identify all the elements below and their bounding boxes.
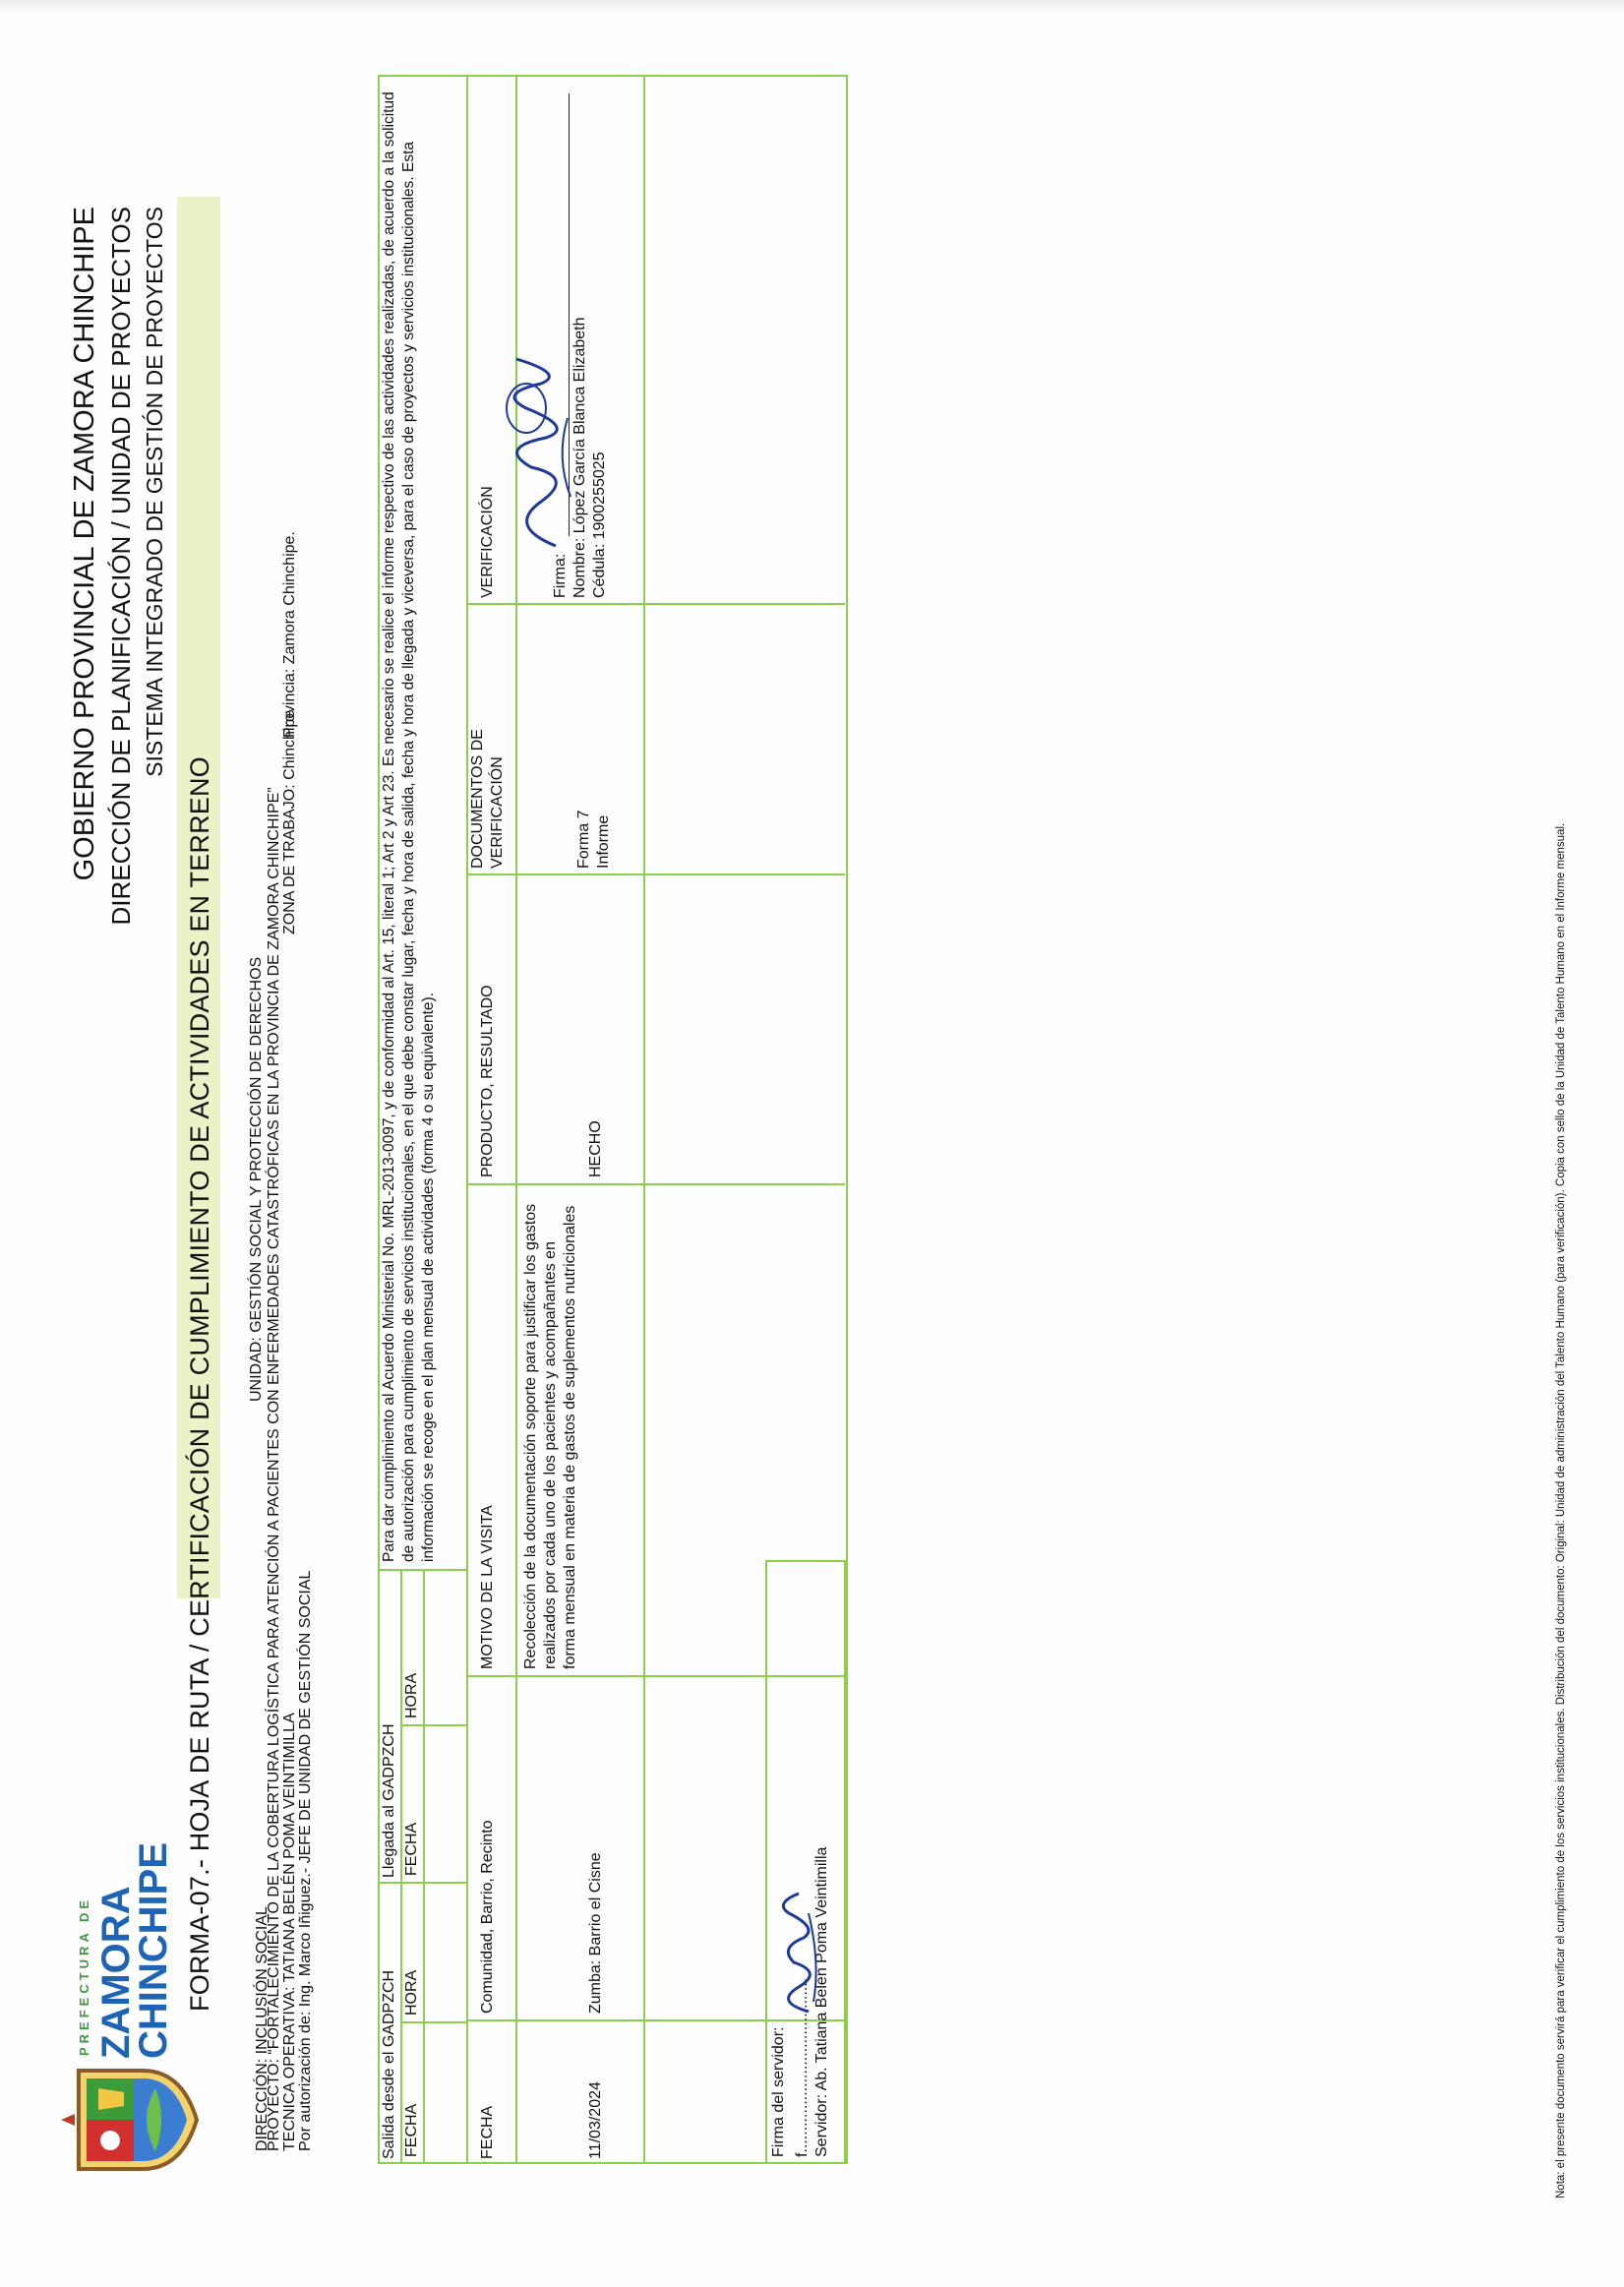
verif-firma-label: Firma: bbox=[552, 553, 569, 598]
table-rule-legal bbox=[378, 1569, 466, 1571]
autorizacion: Por autorización de: Ing. Marco Iñiguez.- JEFE DE UNIDAD DE GESTIÓN SOCIAL bbox=[297, 1570, 314, 2151]
footer-note: Nota: el presente documento servirá para verificar el cumplimiento de los servicios institucionales. Distribución del documento: Original: Unidad de administración del Talento Humano (para verificación). Copia con sello de la Unidad de Talento Humano en el Informe mensual. bbox=[1555, 822, 1567, 2198]
col-rule-3 bbox=[466, 1183, 845, 1185]
form-title: FORMA-07.- HOJA DE RUTA / CERTIFICACIÓN DE CUMPLIMIENTO DE ACTIVIDADES EN TERRENO bbox=[185, 756, 214, 2012]
logo-chinchipe: CHINCHIPE bbox=[132, 1841, 175, 2059]
firma-servidor: Firma del servidor: bbox=[770, 2026, 787, 2157]
llegada-label: Llegada al GADPZCH bbox=[381, 1723, 397, 1878]
zona: ZONA DE TRABAJO: Chinchipe bbox=[281, 709, 298, 934]
direccion: DIRECCIÓN: INCLUSIÓN SOCIAL bbox=[254, 1906, 271, 2151]
salida-hora: HORA bbox=[403, 1969, 420, 2016]
row-comunidad: Zumba: Barrio el Cisne bbox=[587, 1852, 604, 2014]
table-rule-row bbox=[643, 77, 645, 2164]
llegada-fecha: FECHA bbox=[403, 1822, 420, 1876]
col-documentos: DOCUMENTOS DE VERIFICACIÓN bbox=[469, 729, 506, 869]
salida-fecha: FECHA bbox=[403, 2103, 420, 2157]
provincia: Provincia: Zamora Chinchipe. bbox=[281, 531, 298, 738]
table-rule-h2 bbox=[400, 1724, 466, 1726]
col-rule-5 bbox=[466, 603, 845, 605]
f-line: f........................................ bbox=[794, 1977, 811, 2157]
verif-nombre: Nombre: López García Blanca Elizabeth bbox=[571, 317, 588, 598]
logo-prefix: PREFECTURA DE bbox=[77, 1896, 91, 2056]
row-motivo: Recolección de la documentación soporte para justificar los gastos realizados por cada uno de los pacientes y acompañantes en forma mensual en materia de gastos de suplementos nutricionales bbox=[522, 1203, 578, 1669]
table-rule-sub2 bbox=[423, 1571, 425, 2164]
row-doc-informe: Informe bbox=[595, 814, 612, 869]
tecnica: TECNICA OPERATIVA: TATIANA BELÉN POMA VEINTIMILLA bbox=[281, 1713, 298, 2151]
verifier-signature-icon bbox=[487, 349, 585, 556]
prefecture-coat-of-arms-icon bbox=[59, 2061, 202, 2179]
col-producto: PRODUCTO, RESULTADO bbox=[479, 985, 496, 1177]
unidad: UNIDAD: GESTIÓN SOCIAL Y PROTECCIÓN DE DERECHOS bbox=[248, 956, 265, 1402]
llegada-hora: HORA bbox=[403, 1672, 420, 1718]
table-rule-mid bbox=[378, 1882, 466, 1884]
legal-text: Para dar cumplimiento al Acuerdo Ministerial No. MRL-2013-0097, y de conformidad al Art. 15, literal 1; Art 2 y Art 23. Es necesario se realice el informe respectivo de las actividades realizadas, de acuerdo a la solicitud de autorización para cumplimiento de servicios institucionales, en el que debe constar lugar, fecha y hora de salida, fecha y hora de llegada y viceversa, para el caso de proyectos y servicios institucionales. Esta información se recoge en el plan mensual de actividades (forma 4 o su equivalente). bbox=[381, 91, 437, 1562]
col-motivo: MOTIVO DE LA VISITA bbox=[479, 1505, 496, 1669]
table-rule-top bbox=[466, 77, 468, 2164]
proyecto: PROYECTO: “FORTALECIMIENTO DE LA COBERTURA LOGÍSTICA PARA ATENCIÓN A PACIENTES CON ENFERMEDADES CATASTRÓFICAS EN LA PROVINCIA DE ZAMORA CHINCHIPE” bbox=[266, 787, 282, 2151]
row-producto: HECHO bbox=[587, 1120, 604, 1177]
col-verificacion: VERIFICACIÓN bbox=[479, 486, 496, 598]
table-rule-h1 bbox=[400, 2021, 466, 2023]
salida-label: Salida desde el GADPZCH bbox=[381, 1969, 397, 2159]
col-rule-4 bbox=[466, 873, 845, 875]
verif-cedula: Cédula: 1900255025 bbox=[591, 451, 608, 598]
servidor-name: Servidor: Ab. Tatiana Belén Poma Veintimilla bbox=[813, 1846, 830, 2157]
row-doc-forma: Forma 7 bbox=[575, 810, 592, 869]
logo-zamora: ZAMORA bbox=[94, 1886, 138, 2059]
col-fecha: FECHA bbox=[479, 2105, 496, 2159]
org-title: GOBIERNO PROVINCIAL DE ZAMORA CHINCHIPE bbox=[69, 207, 100, 881]
col-comunidad: Comunidad, Barrio, Recinto bbox=[479, 1820, 496, 2014]
server-signature-icon bbox=[769, 1884, 828, 2021]
direction-title: DIRECCIÓN DE PLANIFICACIÓN / UNIDAD DE PROYECTOS bbox=[106, 207, 136, 926]
system-title: SISTEMA INTEGRADO DE GESTIÓN DE PROYECTOS bbox=[142, 207, 167, 777]
row-fecha: 11/03/2024 bbox=[587, 2081, 604, 2159]
